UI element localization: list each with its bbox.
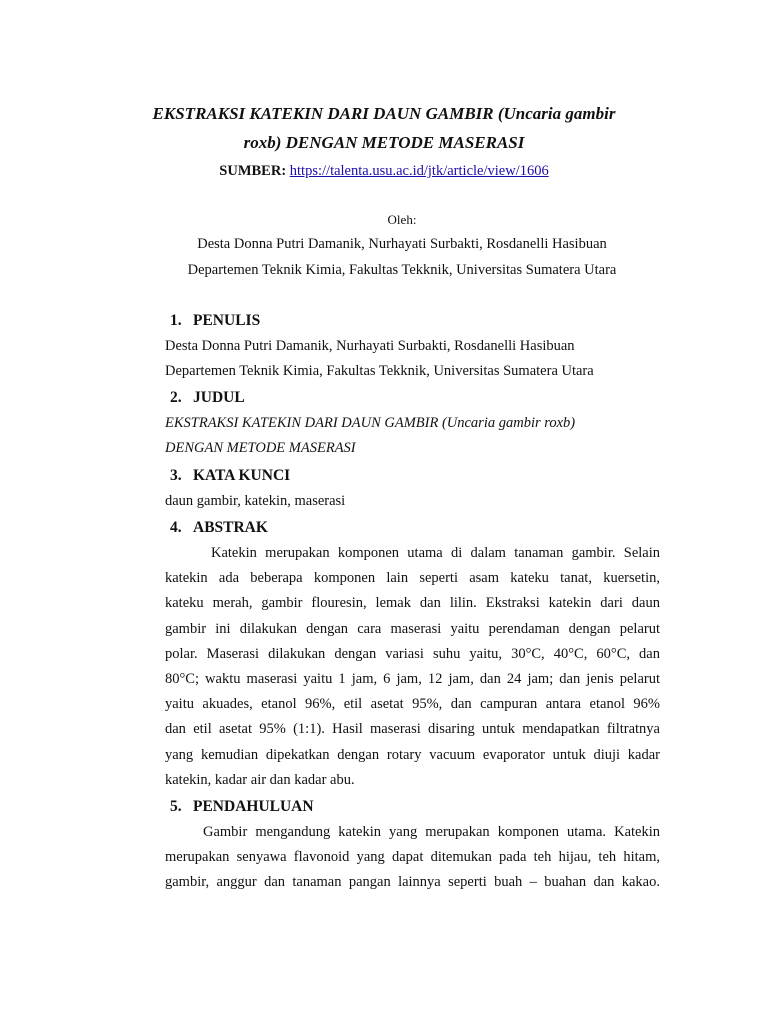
section-heading-kata-kunci bbox=[170, 466, 290, 486]
body-line: dan etil asetat 95% (1:1). Hasil maserasi disaring untuk mendapatkan filtratnya bbox=[165, 721, 660, 738]
section-heading-judul bbox=[170, 388, 245, 408]
body-line: kateku merah, gambir flouresin, lemak dan lilin. Ekstraksi katekin dari daun bbox=[165, 595, 660, 612]
body-line: Departemen Teknik Kimia, Fakultas Tekknik, Universitas Sumatera Utara bbox=[165, 363, 594, 380]
document-title bbox=[120, 99, 648, 157]
section-number: 3. bbox=[170, 467, 182, 484]
section-body-judul bbox=[165, 411, 660, 461]
section-title: PENULIS bbox=[193, 312, 261, 329]
section-heading-pendahuluan bbox=[170, 797, 314, 817]
body-line: DENGAN METODE MASERASI bbox=[165, 440, 356, 457]
section-body-penulis bbox=[165, 334, 660, 384]
section-number: 2. bbox=[170, 389, 182, 406]
section-number: 1. bbox=[170, 312, 182, 329]
byline-department: Departemen Teknik Kimia, Fakultas Tekknik, Universitas Sumatera Utara bbox=[187, 262, 617, 278]
body-line: Gambir mengandung katekin yang merupakan komponen utama. Katekin bbox=[203, 824, 660, 840]
title-line-2: roxb) DENGAN METODE MASERASI bbox=[243, 133, 525, 152]
section-body-pendahuluan bbox=[165, 820, 660, 896]
body-line: merupakan senyawa flavonoid yang dapat ditemukan pada teh hijau, teh hitam, bbox=[165, 849, 660, 866]
source-line bbox=[0, 161, 768, 181]
body-line: gambir ini dilakukan dengan cara maserasi yaitu perendaman dengan pelarut bbox=[165, 620, 660, 637]
section-title: KATA KUNCI bbox=[193, 467, 291, 484]
body-line: yang kemudian dipekatkan dengan rotary vacuum evaporator untuk diuji kadar bbox=[165, 746, 660, 763]
section-number: 5. bbox=[170, 798, 182, 815]
body-line: Desta Donna Putri Damanik, Nurhayati Surbakti, Rosdanelli Hasibuan bbox=[165, 338, 575, 354]
title-line-1: EKSTRAKSI KATEKIN DARI DAUN GAMBIR (Uncaria gambir bbox=[152, 104, 616, 123]
body-line: EKSTRAKSI KATEKIN DARI DAUN GAMBIR (Uncaria gambir roxb) bbox=[165, 415, 576, 431]
body-line: daun gambir, katekin, maserasi bbox=[165, 493, 346, 509]
byline-authors: Desta Donna Putri Damanik, Nurhayati Surbakti, Rosdanelli Hasibuan bbox=[197, 236, 607, 252]
body-line: 80°C; waktu maserasi yaitu 1 jam, 6 jam, 12 jam, dan 24 jam; dan jenis pelarut bbox=[165, 670, 660, 687]
section-title: JUDUL bbox=[193, 389, 245, 406]
section-heading-abstrak bbox=[170, 518, 268, 538]
section-body-abstrak bbox=[165, 541, 660, 793]
section-title: ABSTRAK bbox=[193, 519, 268, 536]
body-line: polar. Maserasi dilakukan dengan variasi suhu yaitu, 30°C, 40°C, 60°C, dan bbox=[165, 645, 660, 662]
section-heading-penulis bbox=[170, 311, 260, 331]
body-line: katekin ada beberapa komponen lain seperti asam kateku tanat, kuersetin, bbox=[165, 570, 660, 587]
section-body-kata-kunci bbox=[165, 489, 660, 514]
body-line: gambir, anggur dan tanaman pangan lainnya seperti buah – buahan dan kakao. bbox=[165, 874, 660, 891]
body-line: yaitu akuades, etanol 96%, etil asetat 95%, dan campuran antara etanol 96% bbox=[165, 696, 660, 713]
section-title: PENDAHULUAN bbox=[193, 798, 314, 815]
byline-oleh: Oleh: bbox=[387, 212, 417, 227]
body-line: katekin, kadar air dan kadar abu. bbox=[165, 771, 355, 788]
body-line: Katekin merupakan komponen utama di dalam tanaman gambir. Selain bbox=[211, 545, 660, 561]
source-label: SUMBER: bbox=[219, 163, 287, 179]
source-link[interactable]: https://talenta.usu.ac.id/jtk/article/view/1606 bbox=[289, 163, 549, 179]
section-number: 4. bbox=[170, 519, 182, 536]
